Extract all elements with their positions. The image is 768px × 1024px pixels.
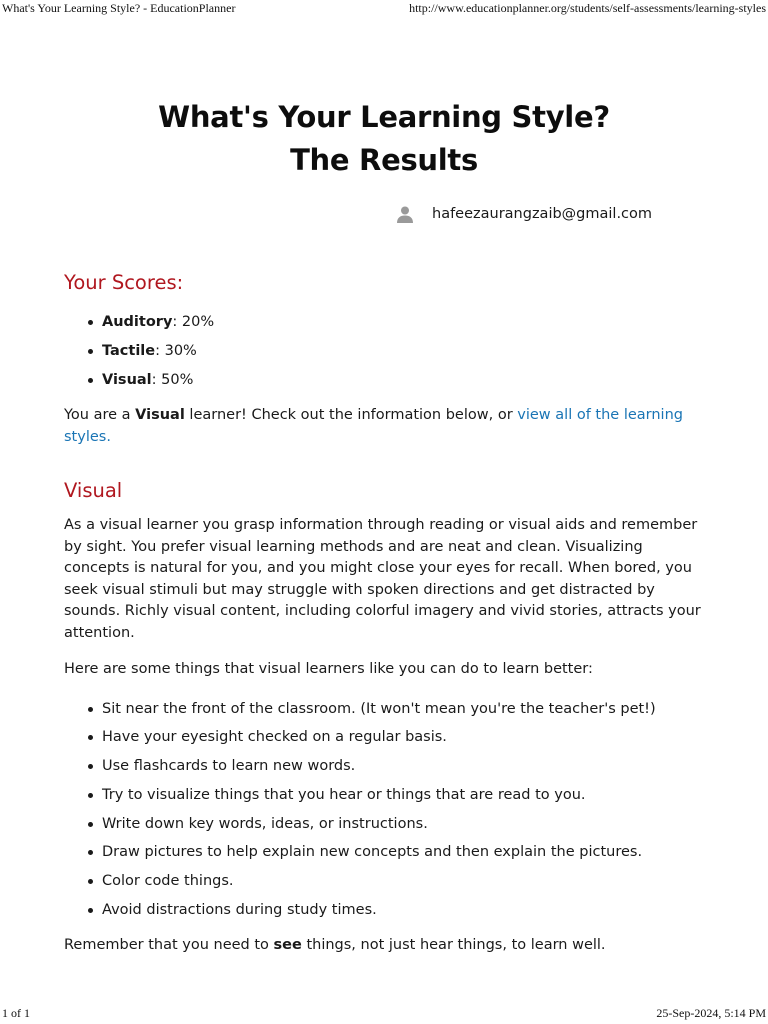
list-item: Color code things. [88, 871, 714, 891]
page-title-line2: The Results [290, 143, 478, 177]
list-item: Draw pictures to help explain new concepts and then explain the pictures. [88, 842, 714, 862]
visual-heading: Visual [64, 479, 123, 502]
print-page-title: What's Your Learning Style? - EducationPlanner [2, 1, 236, 15]
print-url: http://www.educationplanner.org/students/self-assessments/learning-styles [409, 1, 766, 15]
person-icon [396, 205, 414, 223]
visual-description: As a visual learner you grasp information through reading or visual aids and remember by sight. You prefer visual learning methods and are neat and clean. Visualizing concepts is natural for you, and you might close your eyes for recall. When bored, you seek visual stimuli but may struggle with spoken directions and get distracted by sounds. Richly visual content, including colorful imagery and vivid stories, attracts your attention. [64, 517, 701, 641]
closing-bold: see [273, 937, 302, 954]
user-email: hafeezaurangzaib@gmail.com [432, 206, 653, 222]
score-label: Tactile [102, 343, 156, 359]
list-item: Try to visualize things that you hear or things that are read to you. [88, 785, 714, 805]
page-number: 1 of 1 [2, 1006, 30, 1020]
list-item: Avoid distractions during study times. [88, 900, 714, 920]
list-item: Have your eyesight checked on a regular basis. [88, 727, 714, 747]
list-item: Sit near the front of the classroom. (It won't mean you're the teacher's pet!) [88, 699, 714, 719]
closing-prefix: Remember that you need to [64, 937, 274, 954]
score-item-tactile [88, 341, 714, 361]
tips-intro: Here are some things that visual learners like you can do to learn better: [64, 661, 593, 677]
closing-suffix: things, not just hear things, to learn well. [301, 937, 606, 954]
page-title-line1: What's Your Learning Style? [158, 100, 610, 134]
score-value: : 30% [155, 343, 197, 359]
view-all-styles-link[interactable]: view all of the learning styles. [64, 407, 683, 445]
scores-list [88, 312, 714, 390]
main-content [64, 96, 714, 957]
score-value: : 20% [172, 314, 215, 330]
user-info [396, 198, 714, 230]
page-title [64, 96, 704, 182]
score-label: Auditory [102, 314, 173, 330]
score-item-visual [88, 370, 714, 390]
score-label: Visual [102, 372, 152, 388]
scores-heading: Your Scores: [64, 271, 184, 294]
list-item: Write down key words, ideas, or instructions. [88, 814, 714, 834]
tips-list [88, 699, 714, 921]
print-date: 25-Sep-2024, 5:14 PM [656, 1006, 766, 1020]
closing-remark [64, 935, 714, 957]
result-style: Visual [135, 407, 185, 423]
score-item-auditory [88, 312, 714, 332]
print-header [0, 0, 768, 16]
result-middle: learner! Check out the information below, or [184, 407, 518, 423]
learner-result [64, 405, 714, 448]
result-prefix: You are a [64, 407, 136, 423]
score-value: : 50% [151, 372, 194, 388]
print-footer [0, 1008, 768, 1024]
list-item: Use flashcards to learn new words. [88, 756, 714, 776]
